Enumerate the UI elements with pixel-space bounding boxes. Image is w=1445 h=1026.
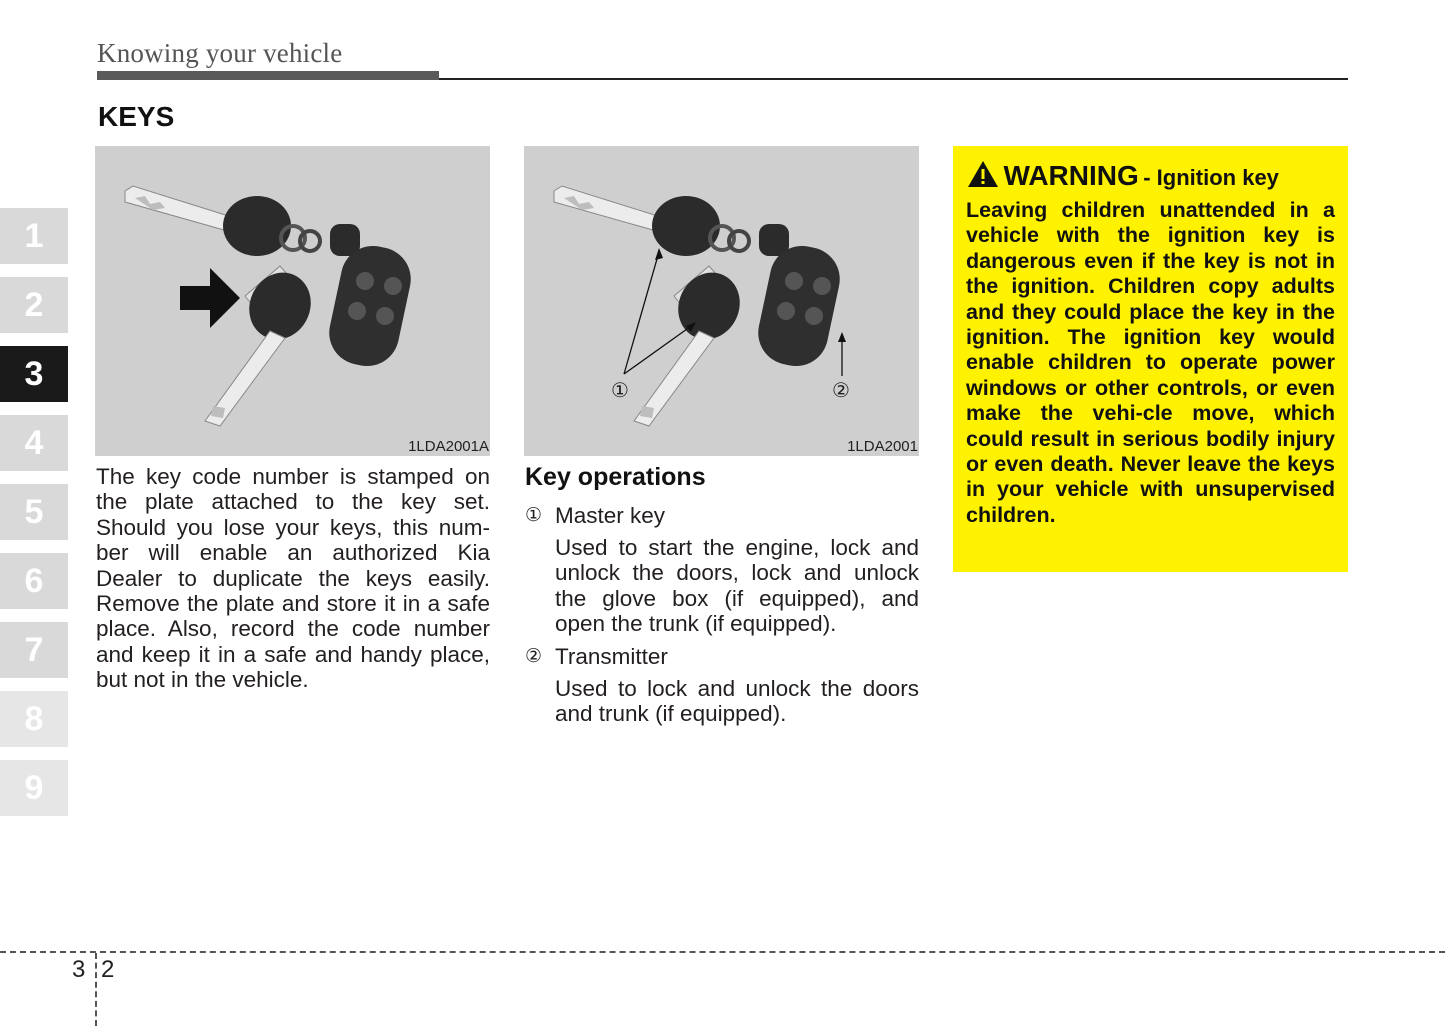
footer-separator: [95, 953, 97, 1026]
figure-caption-2: 1LDA2001: [847, 438, 918, 455]
key-set-illustration: [95, 146, 490, 456]
item-label: Master key: [555, 503, 666, 528]
header-bar: [97, 71, 439, 80]
warning-box: [953, 146, 1348, 572]
item-number: ②: [525, 646, 543, 667]
chapter-tab-5[interactable]: 5: [0, 484, 68, 540]
warning-title: WARNING: [1003, 160, 1139, 191]
warning-triangle-icon: [967, 160, 999, 188]
warning-subtitle: - Ignition key: [1143, 165, 1279, 190]
chapter-tab-2[interactable]: 2: [0, 277, 68, 333]
key-code-paragraph: The key code number is stamped on the plate attached to the key set. Should you lose your keys, this num-ber will enable an authorized Kia Dealer to duplicate the keys easily. Remove the plate and store it in a safe place. Also, record the code number and keep it in a safe and handy place, but not in the vehicle.: [96, 464, 490, 693]
item-number: ①: [525, 505, 543, 526]
chapter-tab-7[interactable]: 7: [0, 622, 68, 678]
master-key-item: [525, 503, 919, 637]
item-description: Used to lock and unlock the doors and trunk (if equipped).: [555, 676, 919, 727]
header-rule: [439, 78, 1348, 80]
key-operations-photo: [524, 146, 919, 456]
section-header: Knowing your vehicle: [97, 38, 343, 68]
page-number: 2: [101, 956, 115, 983]
callout-1: ①: [611, 380, 629, 402]
transmitter-item: [525, 644, 919, 729]
chapter-tab-6[interactable]: 6: [0, 553, 68, 609]
chapter-tab-1[interactable]: 1: [0, 208, 68, 264]
chapter-tab-3[interactable]: 3: [0, 346, 68, 402]
page-title: KEYS: [98, 101, 175, 132]
key-set-photo: [95, 146, 490, 456]
callout-2: ②: [832, 380, 850, 402]
item-description: Used to start the engine, lock and unlock the doors, lock and unlock the glove box (if equipped), and open the trunk (if equipped).: [555, 535, 919, 637]
figure-caption-1: 1LDA2001A: [408, 438, 489, 455]
item-label: Transmitter: [555, 644, 668, 669]
warning-text: Leaving children unattended in a vehicle with the ignition key is dangerous even if the key is not in the ignition. Children copy adults and they could place the key in the ignition. The ignition key would enable children to operate power windows or other controls, or even make the vehi-cle move, which could result in serious bodily injury or even death. Never leave the keys in your vehicle with unsupervised children.: [966, 198, 1335, 527]
chapter-tab-4[interactable]: 4: [0, 415, 68, 471]
key-operations-illustration: [524, 146, 919, 456]
key-operations-heading: Key operations: [525, 463, 706, 491]
warning-header: [967, 160, 1279, 192]
chapter-tab-8[interactable]: 8: [0, 691, 68, 747]
page-chapter-number: 3: [72, 956, 86, 983]
footer-divider: [0, 951, 1445, 953]
chapter-tab-9[interactable]: 9: [0, 760, 68, 816]
